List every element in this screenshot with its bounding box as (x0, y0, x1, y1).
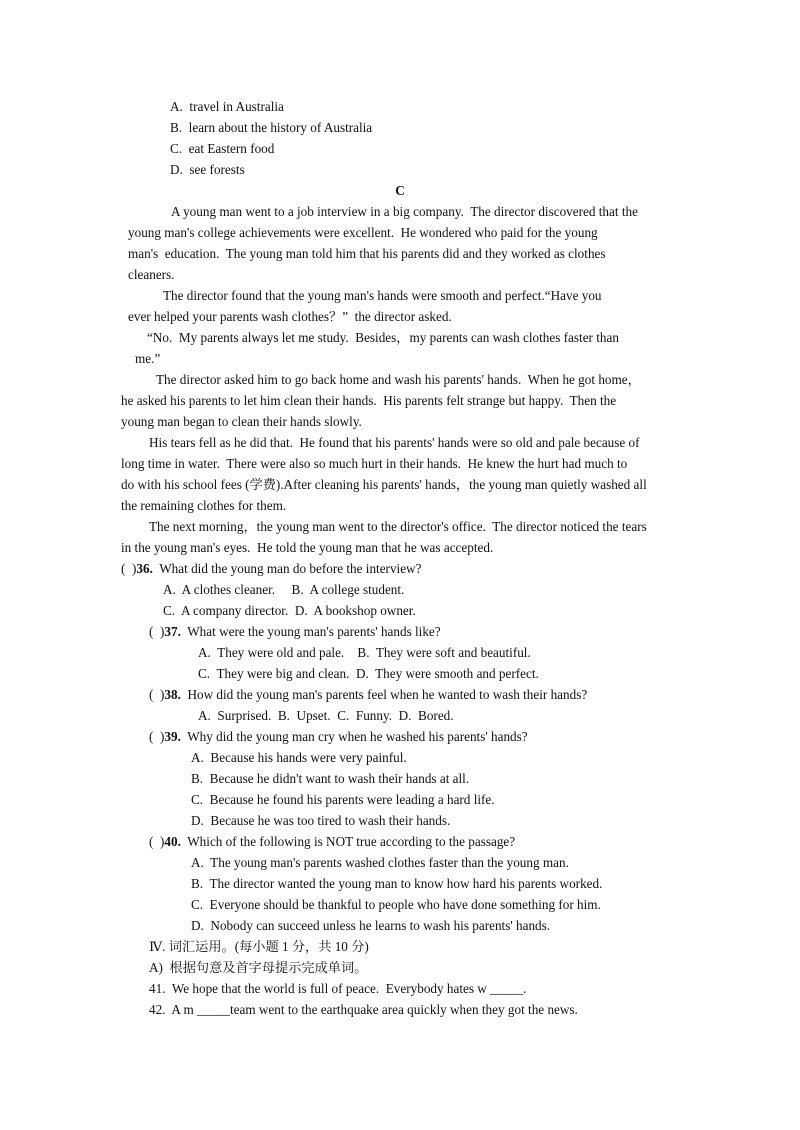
question-36 (121, 561, 421, 577)
passage-line: young man began to clean their hands slowly. (121, 414, 362, 429)
question-36-options: C. A company director. D. A bookshop owner. (163, 603, 416, 618)
q35-option-b: B. learn about the history of Australia (170, 120, 373, 135)
passage-line: The director asked him to go back home and wash his parents' hands. When he got home， (156, 372, 641, 387)
passage-line: “No. My parents always let me study. Besides，my parents can wash clothes faster than (147, 330, 619, 345)
passage-line: the remaining clothes for them. (121, 498, 287, 513)
passage-line: The next morning，the young man went to the director's office. The director noticed the tears (149, 519, 647, 534)
section-c-title-text: C (395, 183, 405, 198)
passage-line: do with his school fees (学费).After cleaning his parents' hands，the young man quietly washed all (121, 477, 647, 492)
passage-line: in the young man's eyes. He told the young man that he was accepted. (121, 540, 494, 555)
passage-line: cleaners. (128, 267, 175, 282)
question-40-option-c: C. Everyone should be thankful to people who have done something for him. (191, 897, 601, 912)
question-number: 37. (164, 624, 181, 639)
question-39-option-c: C. Because he found his parents were leading a hard life. (191, 792, 495, 807)
answer-bracket[interactable]: ( ) (149, 624, 165, 639)
passage-line: The director found that the young man's hands were smooth and perfect.“Have you (163, 288, 602, 303)
passage-line: he asked his parents to let him clean their hands. His parents felt strange but happy. Then the (121, 393, 617, 408)
question-text: What were the young man's parents' hands like? (187, 624, 441, 639)
question-39-option-a: A. Because his hands were very painful. (191, 750, 407, 765)
answer-bracket[interactable]: ( ) (149, 834, 165, 849)
passage-line: man's education. The young man told him that his parents did and they worked as clothes (128, 246, 606, 261)
passage-line: long time in water. There were also so much hurt in their hands. He knew the hurt had much to (121, 456, 628, 471)
question-text: How did the young man's parents feel when he wanted to wash their hands? (187, 687, 588, 702)
answer-bracket[interactable]: ( ) (121, 561, 137, 576)
passage-line: His tears fell as he did that. He found that his parents' hands were so old and pale because of (149, 435, 640, 450)
question-39 (149, 729, 528, 745)
question-41: 41. We hope that the world is full of peace. Everybody hates w _____. (149, 981, 527, 996)
question-38 (149, 687, 587, 703)
question-37-options: C. They were big and clean. D. They were smooth and perfect. (198, 666, 539, 681)
answer-bracket[interactable]: ( ) (149, 729, 165, 744)
passage-line: me.” (135, 351, 161, 366)
section-c-title (0, 183, 800, 199)
question-text: What did the young man do before the interview? (159, 561, 422, 576)
passage-line: young man's college achievements were excellent. He wondered who paid for the young (128, 225, 598, 240)
question-number: 40. (164, 834, 181, 849)
question-39-option-b: B. Because he didn't want to wash their hands at all. (191, 771, 470, 786)
passage-line: ever helped your parents wash clothes？” the director asked. (128, 309, 452, 324)
question-37-options: A. They were old and pale. B. They were soft and beautiful. (198, 645, 531, 660)
question-text: Which of the following is NOT true according to the passage? (187, 834, 516, 849)
question-38-options: A. Surprised. B. Upset. C. Funny. D. Bored. (198, 708, 454, 723)
question-42: 42. A m _____team went to the earthquake area quickly when they got the news. (149, 1002, 578, 1017)
question-39-option-d: D. Because he was too tired to wash their hands. (191, 813, 451, 828)
question-36-options: A. A clothes cleaner. B. A college student. (163, 582, 405, 597)
passage-line: A young man went to a job interview in a big company. The director discovered that the (171, 204, 638, 219)
q35-option-a: A. travel in Australia (170, 99, 284, 114)
answer-bracket[interactable]: ( ) (149, 687, 165, 702)
question-40-option-a: A. The young man's parents washed clothes faster than the young man. (191, 855, 569, 870)
q35-option-d: D. see forests (170, 162, 245, 177)
question-text: Why did the young man cry when he washed his parents' hands? (187, 729, 528, 744)
q35-option-c: C. eat Eastern food (170, 141, 275, 156)
question-number: 38. (164, 687, 181, 702)
question-40 (149, 834, 515, 850)
question-number: 36. (136, 561, 153, 576)
question-40-option-d: D. Nobody can succeed unless he learns to wash his parents' hands. (191, 918, 551, 933)
question-37 (149, 624, 441, 640)
question-40-option-b: B. The director wanted the young man to know how hard his parents worked. (191, 876, 603, 891)
vocab-part-a-instruction: A) 根据句意及首字母提示完成单词。 (149, 960, 368, 975)
question-number: 39. (164, 729, 181, 744)
vocab-section-title: Ⅳ. 词汇运用。(每小题 1 分，共 10 分) (149, 939, 369, 954)
